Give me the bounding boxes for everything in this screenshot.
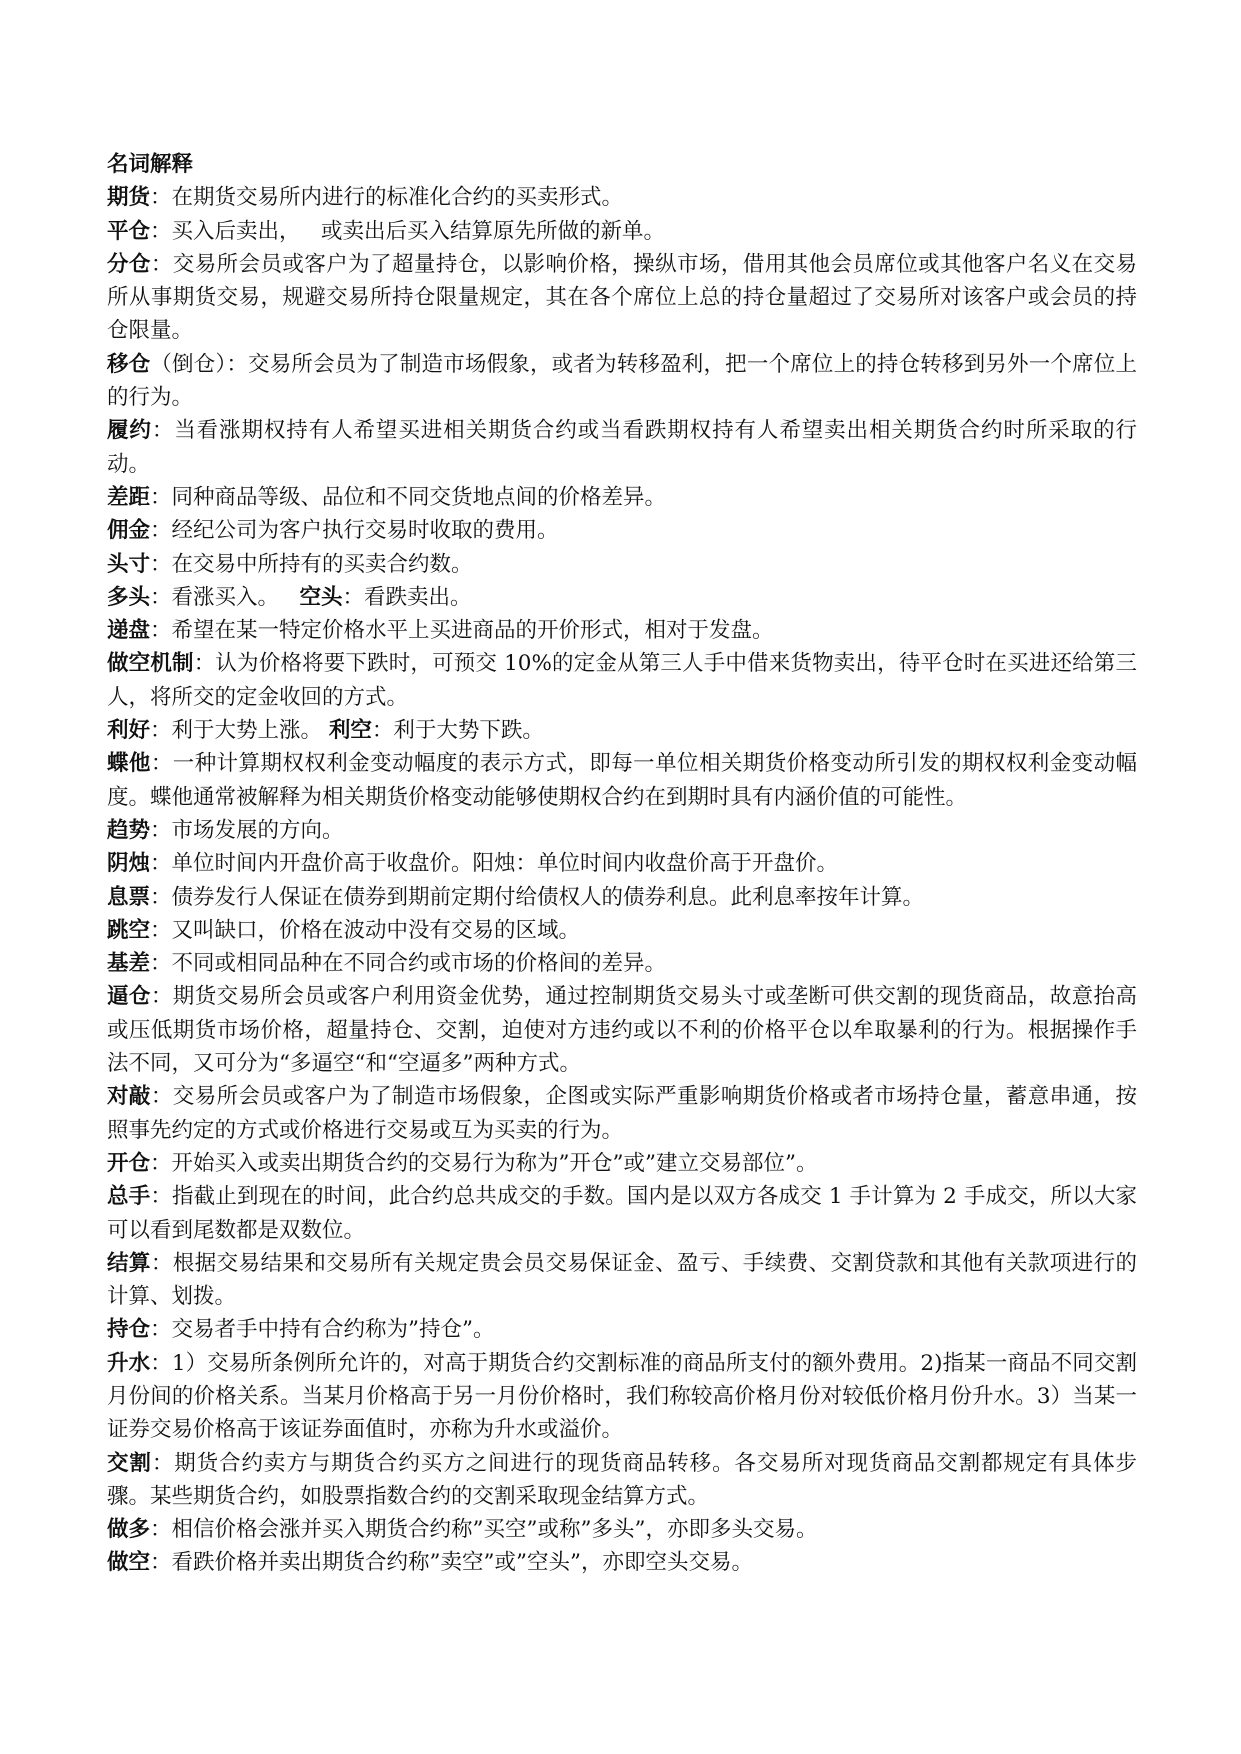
term-definition: ：市场发展的方向。: [150, 817, 344, 843]
term-definition: ：交易者手中持有合约称为”持仓”。: [150, 1317, 495, 1343]
term-label: 持仓: [107, 1317, 151, 1343]
term-definition: ：单位时间内开盘价高于收盘价。阳烛：单位时间内收盘价高于开盘价。: [150, 851, 839, 877]
term-label-secondary: 空头: [299, 584, 343, 610]
term-label: 移仓: [107, 351, 151, 377]
term-label: 平仓: [107, 218, 151, 244]
entry-zongshou: [107, 1180, 1137, 1247]
term-label: 利好: [107, 718, 151, 744]
term-definition: ：同种商品等级、品位和不同交货地点间的价格差异。: [150, 484, 667, 510]
entry-jiaoge: [107, 1447, 1137, 1514]
term-label: 蝶他: [107, 751, 151, 777]
term-definition: ：在交易中所持有的买卖合约数。: [150, 551, 473, 577]
entry-jicha: [107, 947, 1137, 980]
entry-duotou-kongtou: [107, 581, 1137, 614]
entry-yicang: [107, 348, 1137, 415]
entry-yongjin: [107, 514, 1137, 547]
term-label: 佣金: [107, 518, 151, 544]
term-label: 趋势: [107, 817, 151, 843]
term-definition: ：当看涨期权持有人希望买进相关期货合约或当看跌期权持有人希望卖出相关期货合约时所采取的行动。: [107, 418, 1137, 477]
entry-zuoduo: [107, 1513, 1137, 1546]
term-label: 结算: [107, 1250, 151, 1276]
entry-lihao-likong: [107, 714, 1137, 747]
term-definition: ：看涨买入。: [150, 584, 300, 610]
term-definition: ：指截止到现在的时间，此合约总共成交的手数。国内是以双方各成交 1 手计算为 2 手成交，所以大家可以看到尾数都是双数位。: [107, 1184, 1137, 1243]
term-label: 交割: [107, 1450, 152, 1476]
term-definition: ：不同或相同品种在不同合约或市场的价格间的差异。: [150, 951, 667, 977]
term-definition: ：交易所会员或客户为了超量持仓，以影响价格，操纵市场，借用其他会员席位或其他客户名义在交易所从事期货交易，规避交易所持仓限量规定，其在各个席位上总的持仓量超过了交易所对该客户或会员的持仓限量。: [107, 251, 1137, 344]
entry-lvyue: [107, 414, 1137, 481]
term-label: 基差: [107, 951, 151, 977]
entry-toucun: [107, 548, 1137, 581]
term-definition: ：一种计算期权权利金变动幅度的表示方式，即每一单位相关期货价格变动所引发的期权权利金变动幅度。蝶他通常被解释为相关期货价格变动能够使期权合约在到期时具有内涵价值的可能性。: [107, 751, 1137, 810]
entry-chicang: [107, 1313, 1137, 1346]
term-definition: ：期货合约卖方与期货合约买方之间进行的现货商品转移。各交易所对现货商品交割都规定有具体步骤。某些期货合约，如股票指数合约的交割采取现金结算方式。: [107, 1450, 1137, 1509]
term-definition: ：希望在某一特定价格水平上买进商品的开价形式，相对于发盘。: [150, 618, 774, 644]
term-label: 做空: [107, 1550, 151, 1576]
entry-xipiao: [107, 881, 1137, 914]
term-definition: ：又叫缺口，价格在波动中没有交易的区域。: [150, 917, 581, 943]
term-definition-secondary: ：看跌卖出。: [342, 584, 472, 610]
term-label: 跳空: [107, 917, 151, 943]
entry-qushi: [107, 814, 1137, 847]
entry-bicang: [107, 980, 1137, 1080]
term-label: 分仓: [107, 251, 151, 277]
term-label: 总手: [107, 1184, 151, 1210]
term-label: 头寸: [107, 551, 151, 577]
term-definition-secondary: ：利于大势下跌。: [371, 718, 544, 744]
term-definition: ：期货交易所会员或客户利用资金优势，通过控制期货交易头寸或垄断可供交割的现货商品，故意抬高或压低期货市场价格，超量持仓、交割，迫使对方违约或以不利的价格平仓以牟取暴利的行为。根据操作手法不同，又可分为“多逼空“和“空逼多”两种方式。: [107, 984, 1137, 1077]
term-definition: ：在期货交易所内进行的标准化合约的买卖形式。: [150, 185, 624, 211]
term-label: 多头: [107, 584, 151, 610]
term-label: 差距: [107, 484, 151, 510]
term-definition: （倒仓）：交易所会员为了制造市场假象，或者为转移盈利，把一个席位上的持仓转移到另外一个席位上的行为。: [107, 351, 1137, 411]
term-label: 履约: [107, 418, 152, 444]
entry-zuokong: [107, 1546, 1137, 1579]
entry-jiesuan: [107, 1247, 1137, 1314]
entry-shengshui: [107, 1347, 1137, 1447]
entry-qihuo: [107, 181, 1137, 214]
entry-chaju: [107, 481, 1137, 514]
term-label: 升水: [107, 1350, 151, 1376]
term-definition: ：买入后卖出， 或卖出后买入结算原先所做的新单。: [150, 218, 666, 244]
term-definition: ：利于大势上涨。: [150, 718, 329, 744]
term-definition: ：认为价格将要下跌时，可预交 10%的定金从第三人手中借来货物卖出，待平仓时在买进还给第三人，将所交的定金收回的方式。: [107, 651, 1137, 710]
term-definition: ：相信价格会涨并买入期货合约称”买空”或称”多头”，亦即多头交易。: [150, 1517, 818, 1543]
term-label: 阴烛: [107, 851, 151, 877]
document-title: 名词解释: [107, 152, 194, 177]
entry-duiqiao: [107, 1080, 1137, 1147]
entry-zuokong-jizhi: [107, 647, 1137, 714]
term-definition: ：交易所会员或客户为了制造市场假象，企图或实际严重影响期货价格或者市场持仓量，蓄意串通，按照事先约定的方式或价格进行交易或互为买卖的行为。: [107, 1084, 1137, 1143]
term-definition: ：经纪公司为客户执行交易时收取的费用。: [150, 518, 559, 544]
term-definition: ：债券发行人保证在债券到期前定期付给债权人的债券利息。此利息率按年计算。: [150, 884, 925, 910]
term-label: 做多: [107, 1517, 151, 1543]
document-page: [107, 148, 1137, 1580]
entry-dieta: [107, 747, 1137, 814]
term-definition: ：根据交易结果和交易所有关规定贵会员交易保证金、盈亏、手续费、交割贷款和其他有关款项进行的计算、划拨。: [107, 1250, 1137, 1310]
term-label: 递盘: [107, 618, 151, 644]
term-label: 期货: [107, 185, 151, 211]
term-label: 对敲: [107, 1084, 151, 1110]
entry-yinzhu: [107, 847, 1137, 880]
entry-kaicang: [107, 1147, 1137, 1180]
entry-pingcang: [107, 215, 1137, 248]
term-label: 逼仓: [107, 984, 151, 1010]
term-definition: ：看跌价格并卖出期货合约称”卖空”或”空头”，亦即空头交易。: [150, 1550, 753, 1576]
entry-tiaokong: [107, 914, 1137, 947]
entry-fencang: [107, 248, 1137, 348]
term-definition: ：1）交易所条例所允许的，对高于期货合约交割标准的商品所支付的额外费用。2)指某一商品不同交割月份间的价格关系。当某月价格高于另一月份价格时，我们称较高价格月份对较低价格月份升水。3）当某一证券交易价格高于该证券面值时，亦称为升水或溢价。: [107, 1350, 1137, 1443]
term-label: 开仓: [107, 1150, 151, 1176]
term-label-secondary: 利空: [328, 718, 372, 744]
term-label: 做空机制: [107, 651, 194, 677]
term-label: 息票: [107, 884, 151, 910]
term-definition: ：开始买入或卖出期货合约的交易行为称为”开仓”或”建立交易部位”。: [150, 1150, 818, 1176]
entry-dipan: [107, 614, 1137, 647]
